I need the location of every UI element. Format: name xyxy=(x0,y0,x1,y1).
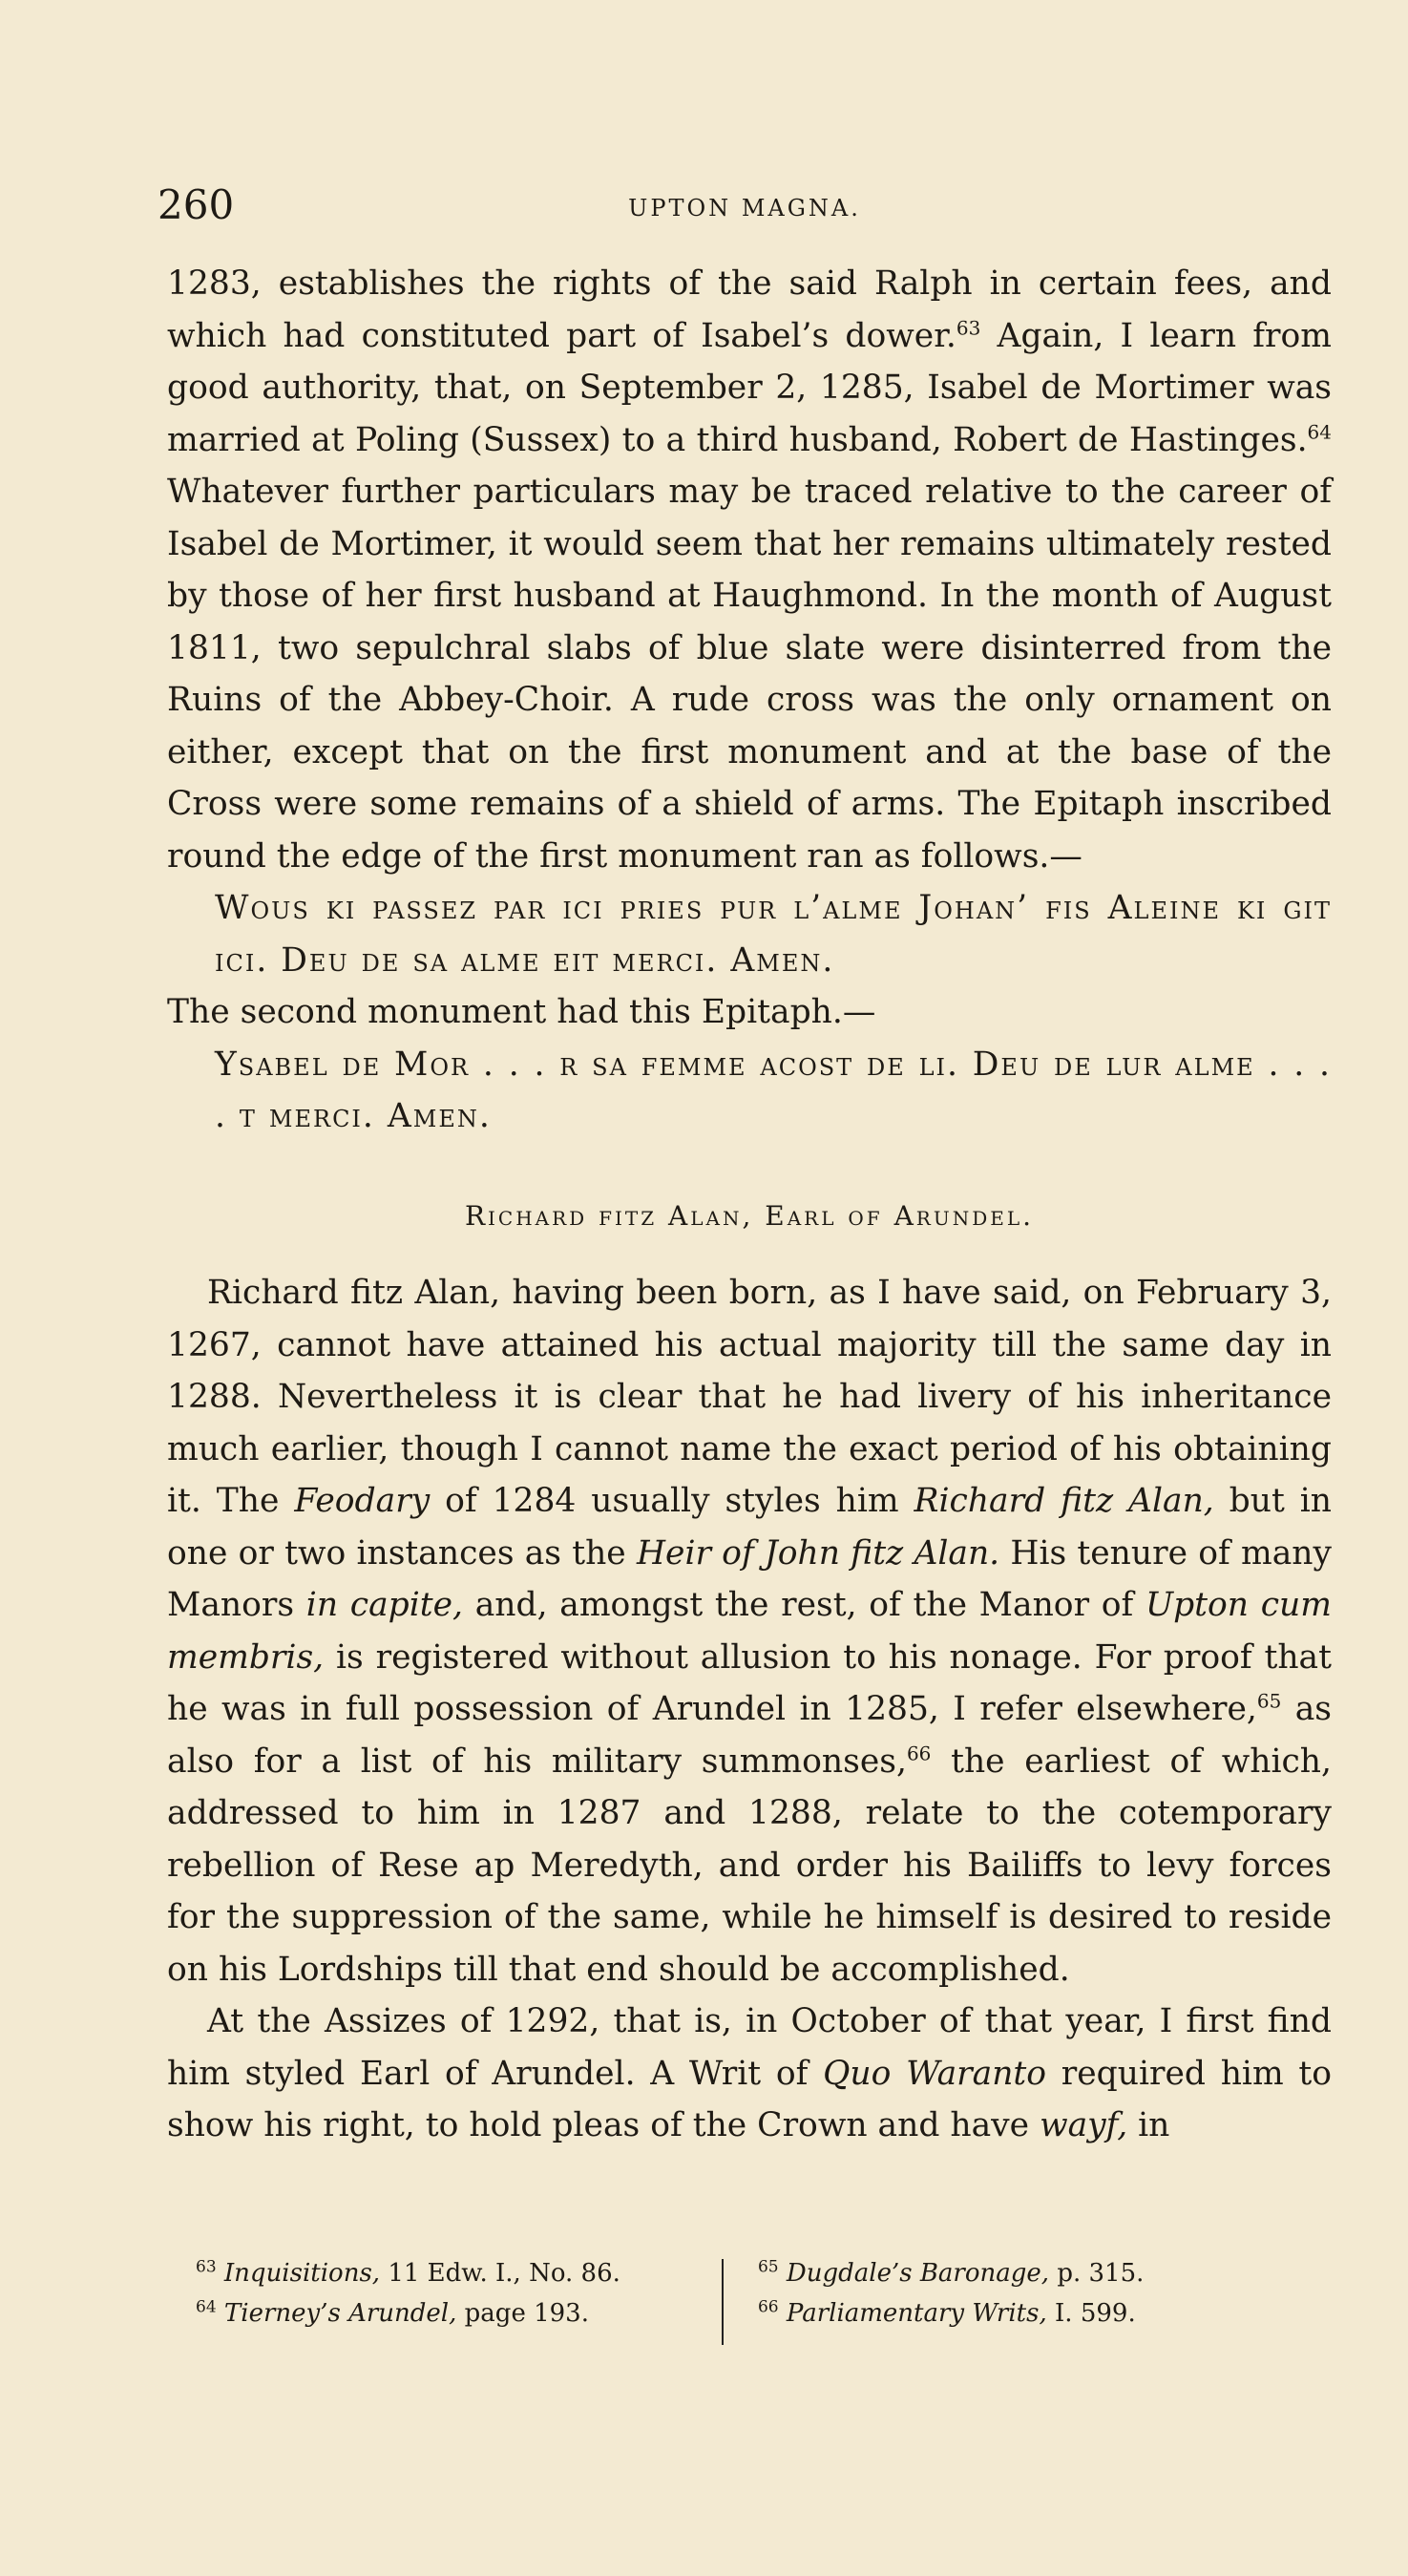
text-run: the earliest of which, addressed to him in 1287 and 1288, relate to the cotemporary rebellion of Rese ap Meredyth, and order his Bailiffs to levy forces for the suppression of the same, while he himself is desired to reside on his Lordships till that end should be accomplished. xyxy=(167,1742,1332,1989)
footnotes xyxy=(196,2253,1284,2345)
text-run: Again, I learn from good authority, that, on September 2, 1285, Isabel de Mortimer was married at Poling (Sussex) to a third husband, Robert de Hastinges. xyxy=(167,316,1333,459)
italic-run: Feodary xyxy=(294,1482,431,1520)
footnote-65 xyxy=(758,2253,1284,2293)
epitaph-ysabel: Ysabel de Mor . . . r sa femme acost de li. Deu de lur alme . . . . t merci. Amen. xyxy=(215,1045,1332,1135)
footnote-ref-63[interactable]: 63 xyxy=(956,316,981,339)
footnote-title: Parliamentary Writs, xyxy=(786,2299,1047,2328)
italic-run: Heir of John fitz Alan. xyxy=(636,1533,1000,1573)
footnote-number: 65 xyxy=(757,2257,779,2277)
italic-run: in capite, xyxy=(305,1586,464,1624)
text-run: and, amongst the rest, of the Manor of xyxy=(463,1586,1146,1624)
footnote-text: 11 Edw. I., No. 86. xyxy=(380,2259,620,2288)
footnote-63 xyxy=(196,2253,722,2293)
footnote-title: Tierney’s Arundel, xyxy=(223,2299,457,2328)
text-run: His tenure of many Manors xyxy=(167,1533,1332,1624)
text-run: Richard fitz Alan, having been born, as I have said, on February 3, 1267, cannot have attained his actual majority till the same day in 1288. Nevertheless it is clear that he had livery of his inheritance much earlier, though I cannot name the exact period of his obtaining it. The xyxy=(167,1274,1332,1520)
paragraph-richard xyxy=(167,1267,1332,1995)
footnote-number: 63 xyxy=(196,2257,217,2277)
footnote-66 xyxy=(758,2293,1284,2333)
footnote-text: I. 599. xyxy=(1046,2299,1136,2328)
italic-run: Quo Waranto xyxy=(823,2054,1047,2093)
footnote-number: 66 xyxy=(757,2297,779,2317)
epitaph-johan: Wous ki passez par ici pries pur l’alme Johan’ fis Aleine ki git ici. Deu de sa alme eit merci. Amen. xyxy=(215,889,1332,980)
italic-run: wayf, xyxy=(1040,2106,1128,2144)
footnote-ref-66[interactable]: 66 xyxy=(906,1742,932,1764)
text-run: in xyxy=(1127,2106,1170,2144)
page-number: 260 xyxy=(158,181,235,228)
paragraph-assizes xyxy=(167,1995,1332,2152)
running-head: UPTON MAGNA. xyxy=(628,195,861,222)
footnote-number: 64 xyxy=(196,2297,217,2317)
footnotes-right-column xyxy=(758,2253,1284,2345)
footnote-text: page 193. xyxy=(456,2299,589,2328)
footnote-ref-65[interactable]: 65 xyxy=(1256,1689,1282,1713)
footnotes-left-column xyxy=(196,2253,722,2345)
italic-run: Upton cum membris, xyxy=(167,1586,1332,1677)
text-run: is registered without allusion to his nonage. For proof that he was in full possession of Arundel in 1285, I refer elsewhere, xyxy=(167,1637,1332,1728)
text-run: 1283, establishes the rights of the said Ralph in certain fees, and which had constituted part of Isabel’s dower. xyxy=(167,264,1332,355)
footnote-ref-64[interactable]: 64 xyxy=(1307,420,1332,443)
footnote-text: p. 315. xyxy=(1049,2259,1145,2288)
text-run: of 1284 usually styles him xyxy=(430,1482,914,1520)
text-run: required him to show his right, to hold pleas of the Crown and have xyxy=(167,2054,1333,2144)
text-run: but in one or two instances as the xyxy=(167,1482,1333,1573)
paragraph-second-monument: The second monument had this Epitaph.— xyxy=(167,993,876,1031)
italic-run: Richard fitz Alan, xyxy=(914,1482,1214,1520)
footnote-title: Dugdale’s Baronage, xyxy=(786,2259,1050,2288)
text-run: At the Assizes of 1292, that is, in October of that year, I first find him styled Earl of Arundel. A Writ of xyxy=(167,2002,1332,2093)
section-heading: Richard fitz Alan, Earl of Arundel. xyxy=(464,1199,1035,1232)
page-header xyxy=(158,181,1332,229)
footnote-divider xyxy=(722,2259,724,2345)
body-text xyxy=(167,258,1332,2152)
text-run: as also for a list of his military summonses, xyxy=(167,1690,1332,1781)
paragraph-isabel xyxy=(167,258,1332,882)
footnote-64 xyxy=(196,2293,722,2333)
footnote-title: Inquisitions, xyxy=(223,2259,381,2288)
text-run: Whatever further particulars may be traced relative to the career of Isabel de Mortimer, it would seem that her remains ultimately rested by those of her first husband at Haughmond. In the month of August 1811, two sepulchral slabs of blue slate were disinterred from the Ruins of the Abbey-Choir. A rude cross was the only ornament on either, except that on the first monument and at the base of the Cross were some remains of a shield of arms. The Epitaph inscribed round the edge of the first monument ran as follows.— xyxy=(167,473,1332,876)
